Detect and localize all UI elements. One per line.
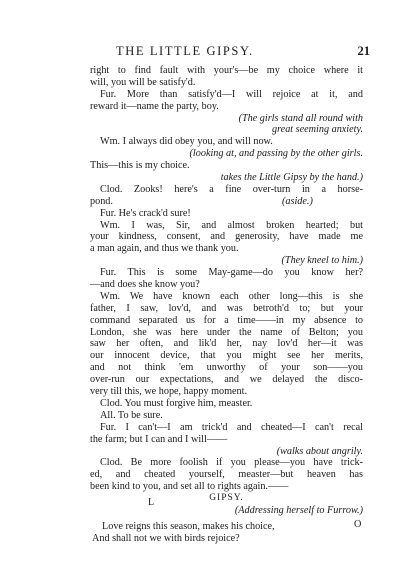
stage-direction: (aside.) (282, 195, 313, 207)
text-line: —and does she know you? (90, 279, 200, 291)
stage-direction: (walks about angrily. (276, 445, 363, 457)
text-line: command separated us for a time——in my absence to (90, 314, 363, 326)
text-line: been kind to you, and set all to rights again.—— (90, 481, 289, 493)
text-line: your kindness, consent, and generosity, have made me (90, 231, 363, 243)
text-line: This—this is my choice. (90, 160, 190, 172)
text-line: very till this, we hope, happy moment. (90, 386, 248, 398)
catchword: O (354, 519, 362, 530)
text-line: father, I saw, lov'd, and was betroth'd to; but your (90, 302, 363, 314)
text-line: Fur. He's crack'd sure! (100, 207, 191, 219)
text-line: Clod. Be more foolish if you please—you have trick- (100, 457, 363, 469)
stage-direction: (Addressing herself to Furrow.) (234, 504, 363, 516)
text-line: Clod. You must forgive him, measter. (100, 397, 253, 409)
text-line: ed, and cheated yourself, measter—but heaven has (90, 469, 363, 481)
text-line: Clod. Zooks! here's a fine over-turn in a horse- (100, 183, 363, 195)
speaker-heading: GIPSY. (209, 493, 244, 504)
signature-mark: L (148, 497, 155, 508)
song-line: And shall not we with birds rejoice? (92, 532, 240, 544)
running-title: THE LITTLE GIPSY. (116, 44, 254, 58)
stage-direction: (The girls stand all round with (238, 112, 363, 124)
page-text (90, 65, 363, 545)
text-line: London, she was here under the name of Belton; you (90, 326, 363, 338)
text-line: will, you will be satisfy'd. (90, 76, 196, 88)
text-line: over-run our expectations, and we delayed the disco- (90, 374, 363, 386)
text-line: the farm; but I can and I will—— (90, 433, 228, 445)
text-line: a man again, and thus we thank you. (90, 243, 239, 255)
text-line: reward it—name the party, boy. (90, 100, 219, 112)
page-number: 21 (357, 44, 370, 58)
stage-direction: (looking at, and passing by the other girls. (189, 148, 363, 160)
text-line: and not think 'em unworthy of your son——you (90, 362, 363, 374)
page-header (82, 44, 372, 60)
stage-direction: takes the Little Gipsy by the hand.) (220, 172, 363, 184)
text-line: All. To be sure. (100, 409, 163, 421)
stage-direction: great seeming anxiety. (272, 124, 363, 136)
song-line: Love reigns this season, makes his choice, (102, 520, 275, 532)
text-line: our innocent device, that you might see her merits, (90, 350, 363, 362)
text-line (90, 196, 363, 208)
text-line: right to find fault with your's—be my choice where it (90, 65, 363, 76)
text-line: Wm. We have known each other long—this is she (100, 290, 363, 302)
text-line: saw her often, and lik'd her, nay lov'd her—it was (90, 338, 363, 350)
text-line: Wm. I always did obey you, and will now. (100, 136, 273, 148)
text-line: Fur. I can't—I am trick'd and cheated—I can't recal (100, 421, 363, 433)
text-line: Fur. More than satisfy'd—I will rejoice at it, and (100, 88, 363, 100)
text-line: Wm. I was, Sir, and almost broken hearted; but (100, 219, 363, 231)
text-line: Fur. This is some May-game—do you know her? (100, 267, 363, 279)
stage-direction: (They kneel to him.) (281, 255, 363, 267)
text-line-part: pond. (90, 195, 113, 207)
